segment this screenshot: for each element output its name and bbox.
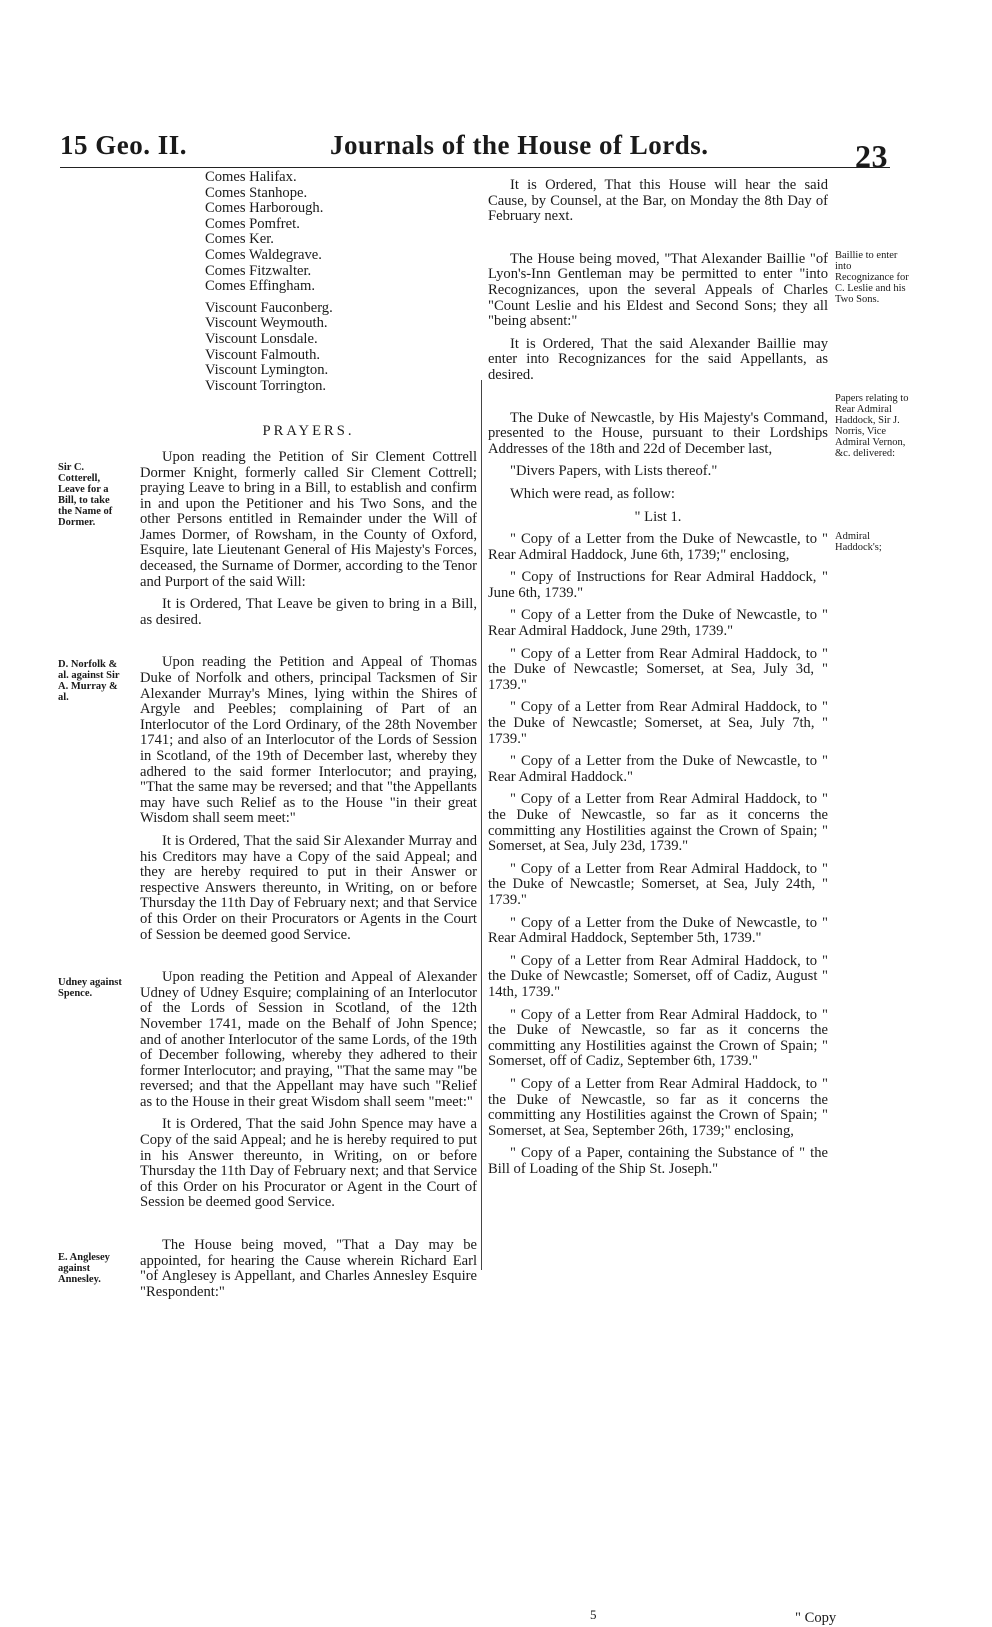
newcastle-papers: The Duke of Newcastle, by His Majesty's Command, presented to the House, pursuant to their Lordships Addresses of the 18th and 22d of December last, [488, 409, 828, 457]
margin-note-dormer: Sir C. Cotterell, Leave for a Bill, to take the Name of Dormer. [58, 462, 113, 528]
list-item: " Copy of a Letter from Rear Admiral Haddock, to " the Duke of Newcastle, so far as it concerns the committing any Hostilities against the Crown of Spain; " Somerset, at Sea, September 26th, 1739;" enclosing, [488, 1075, 828, 1139]
margin-note-norfolk: D. Norfolk & al. against Sir A. Murray & al. [58, 659, 120, 703]
header-title: Journals of the House of Lords. [330, 130, 709, 160]
peer-entry: Comes Effingham. [205, 278, 315, 295]
peer-entry: Viscount Torrington. [205, 377, 327, 394]
norfolk-petition: Upon reading the Petition and Appeal of Thomas Duke of Norfolk and others, principal Tacksmen of Sir Alexander Murray's Mines, lying within the Shires of Argyle and Peebles; complaining of Part of an Interlocutor of the Lord Ordinary, of the 28th November 1741; and also of an Interlocutor of the Lords of Session in Scotland, of the 19th of December last, whereby they adhered to the said former Interlocutor; and praying, "That the same may be reversed; and that "the Appellants may have such Relief as to the House "in their great Wisdom shall seem meet:" [140, 654, 477, 827]
peer-entry: Comes Waldegrave. [205, 246, 322, 263]
left-column [140, 170, 477, 1307]
norfolk-order: It is Ordered, That the said Sir Alexander Murray and his Creditors may have a Copy of the said Appeal; and they are hereby required to put in their Answer or respective Answers thereunto, in Writing, on or before Thursday the 11th Day of February next; and that Service of this Order on their Procurators or Agents in the Court of Session be deemed good Service. [140, 832, 477, 943]
margin-note-papers: Papers relating to Rear Admiral Haddock, Sir J. Norris, Vice Admiral Vernon, &c. delivered: [835, 393, 909, 459]
divers-papers: "Divers Papers, with Lists thereof." [510, 463, 718, 480]
peer-entry: Viscount Weymouth. [205, 315, 328, 332]
list-item: " Copy of a Letter from Rear Admiral Haddock, to " the Duke of Newcastle; Somerset, off of Cadiz, August " 14th, 1739." [488, 952, 828, 1000]
margin-note-haddock: Admiral Haddock's; [835, 531, 882, 553]
header-rule [60, 167, 890, 168]
margin-note-udney: Udney against Spence. [58, 977, 122, 999]
list-item: " Copy of Instructions for Rear Admiral Haddock, " June 6th, 1739." [488, 569, 828, 601]
earls-list [205, 170, 477, 295]
baillie-order: It is Ordered, That the said Alexander Baillie may enter into Recognizances for the said Appellants, as desired. [488, 335, 828, 383]
peer-entry: Comes Fitzwalter. [205, 262, 312, 279]
peer-entry: Comes Ker. [205, 231, 274, 248]
peer-entry: Viscount Falmouth. [205, 346, 321, 363]
list-item: " Copy of a Letter from the Duke of Newcastle, to " Rear Admiral Haddock." [488, 753, 828, 785]
dormer-order: It is Ordered, That Leave be given to bring in a Bill, as desired. [140, 596, 477, 628]
peer-entry: Viscount Fauconberg. [205, 299, 333, 316]
list-item: " Copy of a Letter from the Duke of Newcastle, to " Rear Admiral Haddock, June 6th, 1739;" enclosing, [488, 531, 828, 563]
margin-note-anglesey: E. Anglesey against Annesley. [58, 1252, 110, 1285]
list-item: " Copy of a Letter from the Duke of Newcastle, to " Rear Admiral Haddock, September 5th, 1739." [488, 914, 828, 947]
udney-order: It is Ordered, That the said John Spence may have a Copy of the said Appeal; and he is hereby required to put in his Answer thereunto, in Writing, on or before Thursday the 11th Day of February next; and that Service of this Order on his Procurator or Agent in the Court of Session be deemed good Service. [140, 1116, 477, 1211]
list-item: " Copy of a Letter from Rear Admiral Haddock, to " the Duke of Newcastle; Somerset, at Sea, July 24th, " 1739." [488, 860, 828, 908]
prayers-heading: PRAYERS. [262, 423, 355, 440]
margin-note-baillie: Baillie to enter into Recognizance for C. Leslie and his Two Sons. [835, 250, 909, 305]
signature-mark: 5 [590, 1607, 597, 1622]
list-title: " List 1. [634, 508, 682, 525]
dormer-petition: Upon reading the Petition of Sir Clement Cottrell Dormer Knight, formerly called Sir Clement Cottrell; praying Leave to bring in a Bill, to establish and confirm in and upon the Petitioner and his Two Sons, and the other Persons entitled in Remainder under the Will of James Dormer, of Rowsham, in the County of Oxford, Esquire, late Lieutenant General of His Majesty's Forces, deceased, the Surname of Dormer, according to the Tenor and Purport of the said Will: [140, 448, 477, 590]
peer-entry: Comes Pomfret. [205, 215, 300, 232]
right-column [488, 178, 828, 1184]
list-item: " Copy of a Letter from the Duke of Newcastle, to " Rear Admiral Haddock, June 29th, 1739." [488, 607, 828, 640]
header-regnal-year: 15 Geo. II. [60, 130, 187, 160]
list-item: " Copy of a Paper, containing the Substance of " the Bill of Loading of the Ship St. Joseph." [488, 1145, 828, 1177]
baillie-motion: The House being moved, "That Alexander Baillie "of Lyon's-Inn Gentleman may be permitted to enter "into Recognizances, upon the several Appeals of Charles "Count Leslie and his Eldest and Second Sons; they all "being absent:" [488, 250, 828, 330]
peer-entry: Comes Stanhope. [205, 184, 308, 201]
which-read: Which were read, as follow: [510, 485, 675, 502]
page-number: 23 [855, 138, 888, 174]
peer-entry: Comes Harborough. [205, 200, 324, 217]
viscounts-list [205, 301, 477, 395]
list-item: " Copy of a Letter from Rear Admiral Haddock, to " the Duke of Newcastle, so far as it concerns the committing any Hostilities against the Crown of Spain; " Somerset, off of Cadiz, September 6th, 1739." [488, 1006, 828, 1070]
anglesey-order: It is Ordered, That this House will hear the said Cause, by Counsel, at the Bar, on Monday the 8th Day of February next. [488, 177, 828, 225]
column-divider [481, 380, 482, 1270]
list-item: " Copy of a Letter from Rear Admiral Haddock, to " the Duke of Newcastle; Somerset, at Sea, July 7th, " 1739." [488, 699, 828, 747]
catchword: " Copy [795, 1610, 837, 1626]
peer-entry: Comes Halifax. [205, 169, 297, 185]
peer-entry: Viscount Lonsdale. [205, 330, 318, 347]
peer-entry: Viscount Lymington. [205, 362, 329, 379]
list-item: " Copy of a Letter from Rear Admiral Haddock, to " the Duke of Newcastle; Somerset, at Sea, July 3d, " 1739." [488, 645, 828, 693]
udney-petition: Upon reading the Petition and Appeal of Alexander Udney of Udney Esquire; complaining of an Interlocutor of the Lords of Session in Scotland, of the 12th November 1741, made on the Behalf of John Spence; and of another Interlocutor of the same Lords, of the 19th of December following, whereby they adhered to their former Interlocutor; and praying, "That the same may "be reversed; and that the Appellant may have such "Relief as to the House in their great Wisdom shall seem "meet:" [140, 969, 477, 1110]
list-item: " Copy of a Letter from Rear Admiral Haddock, to " the Duke of Newcastle, so far as it concerns the committing any Hostilities against the Crown of Spain; " Somerset, at Sea, July 23d, 1739." [488, 791, 828, 855]
anglesey-motion: The House being moved, "That a Day may be appointed, for hearing the Cause wherein Richard Earl "of Anglesey is Appellant, and Charles Annesley Esquire "Respondent:" [140, 1237, 477, 1300]
